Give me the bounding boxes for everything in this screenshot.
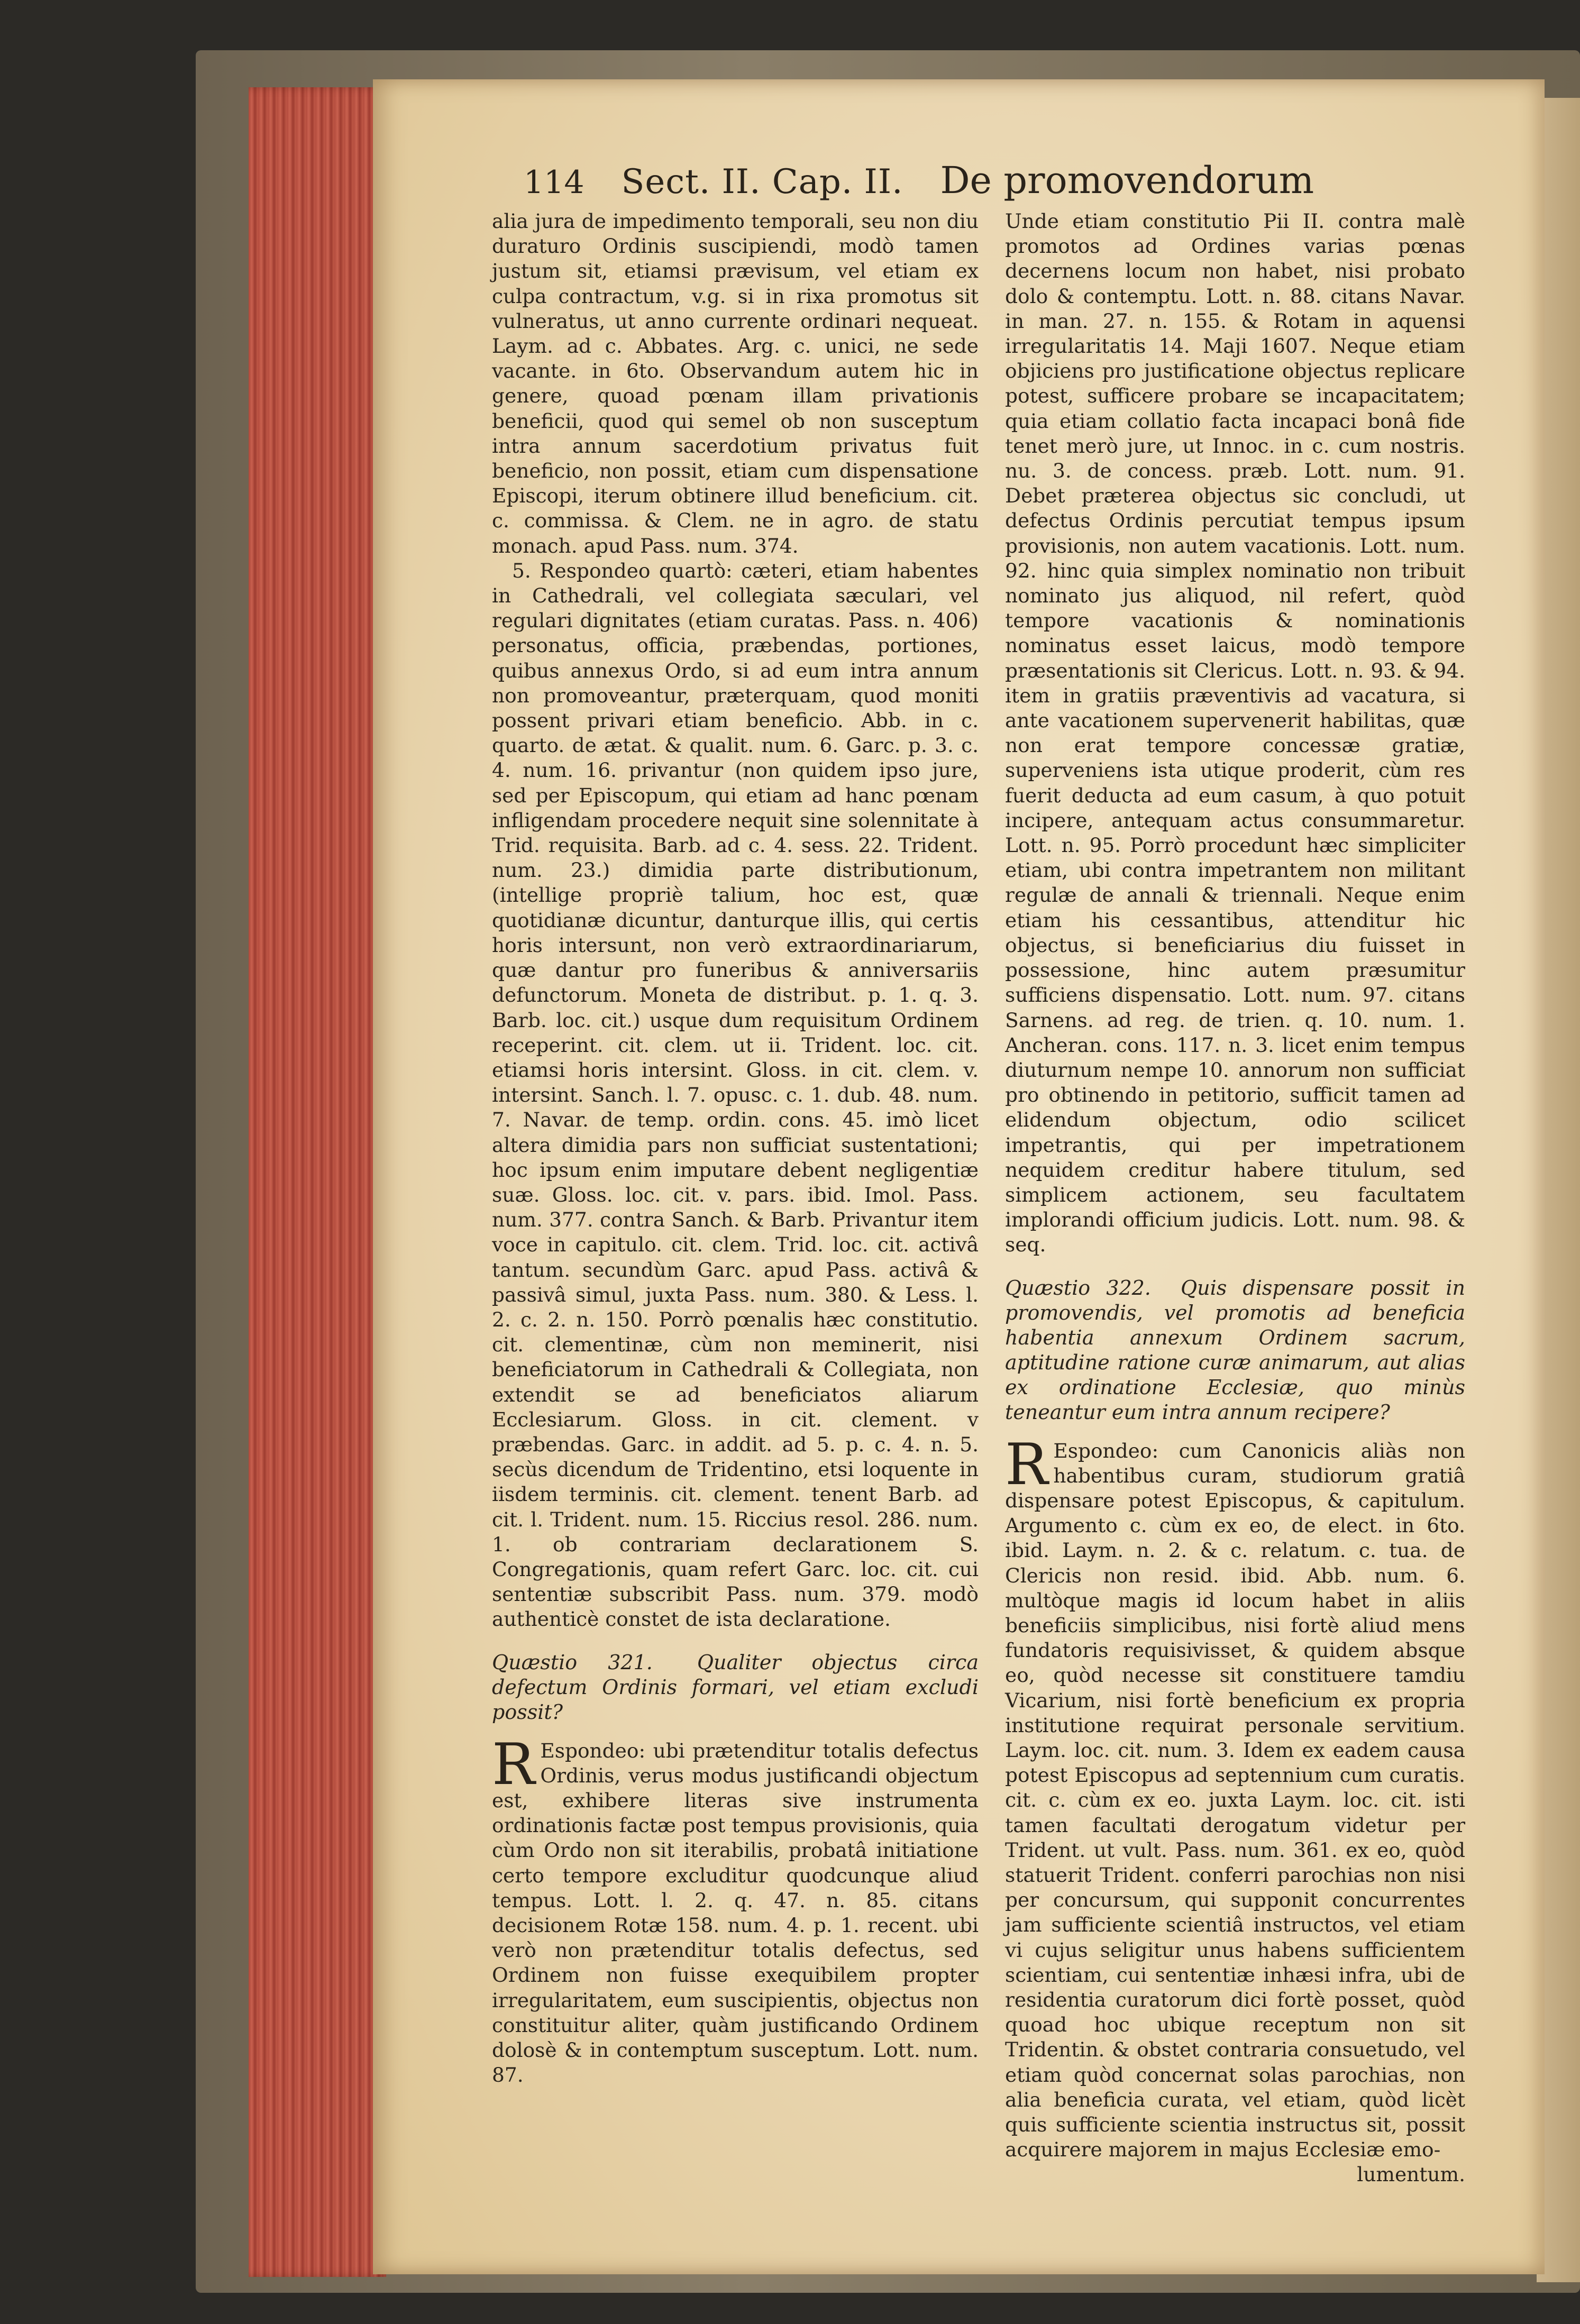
catchword: lumentum. <box>1357 2163 1465 2186</box>
question-321-number: Quæstio 321. <box>492 1650 653 1674</box>
section-heading: Sect. II. Cap. II. <box>621 162 903 202</box>
question-322 <box>1005 1276 1465 1425</box>
right-paragraph-2: REspondeo: cum Canonicis aliàs non habentibus curam, studiorum gratiâ dispensare potest Episcopus, & capitulum. Argumento c. cùm ex eo, de elect. in 6to. ibid. Laym. n. 2. & c. relatum. c. tua. de Clericis non resid. ibid. Abb. num. 6. multòque magis id locum habet in aliis beneficiis simplicibus, nisi fortè aliud mens fundatoris requisivisset, & quidem absque eo, quòd necesse sit constituere tamdiu Vicarium, nisi fortè beneficium ex propria institutione requirat personale servitium. Laym. loc. cit. num. 3. Idem ex eadem causa potest Episcopus ad septennium cum curatis. cit. c. cùm ex eo. juxta Laym. loc. cit. isti tamen facultati derogatum videtur per Trident. ut vult. Pass. num. 361. ex eo, quòd statuerit Trident. conferri parochias non nisi per concursum, qui supponit concurrentes jam sufficiente scientiâ instructos, vel etiam vi cujus seligitur unus habens sufficientem scientiam, cui sententiæ inhæsi infra, ubi de residentia curatorum dici fortè posset, quòd quoad hoc ubique receptum non sit Tridentin. & obstet contraria consuetudo, vel etiam quòd concernat solas parochias, non alia beneficia curata, vel etiam, quòd licèt quis sufficiente scientia instructus sit, possit acquirere majorem in majus Ecclesiæ emo- <box>1005 1431 1465 2162</box>
running-title: De promovendorum <box>940 159 1314 202</box>
running-header <box>524 159 1328 212</box>
left-paragraph-1: alia jura de impedimento temporali, seu non diu duraturo Ordinis suscipiendi, modò tamen justum sit, etiamsi prævisum, vel etiam ex culpa contractum, v.g. si in rixa promotus sit vulneratus, ut anno currente ordinari nequeat. Laym. ad c. Abbates. Arg. c. unici, ne sede vacante. in 6to. Observandum autem hic in genere, quoad pœnam illam privationis beneficii, quod qui semel ob non susceptum intra annum sacerdotium privatus fuit beneficio, non possit, etiam cum dispensatione Episcopi, iterum obtinere illud beneficium. cit. c. commissa. & Clem. ne in agro. de statu monach. apud Pass. num. 374. <box>492 209 979 557</box>
question-321-text: Qualiter objectus circa defectum Ordinis formari, vel etiam excludi possit? <box>492 1650 979 1724</box>
right-column <box>1005 209 1465 2188</box>
question-322-text: Quis dispensare possit in promovendis, vel promotis ad beneficia habentia annexum Ordinem sacrum, aptitudine ratione curæ animarum, aut alias ex ordinatione Ecclesiæ, quo minùs teneantur eum intra annum recipere? <box>1005 1276 1465 1424</box>
left-paragraph-3: REspondeo: ubi prætenditur totalis defectus Ordinis, verus modus justificandi objectum est, exhibere literas sive instrumenta ordinationis factæ post tempus provisionis, quia cùm Ordo non sit iterabilis, probatâ initiatione certo tempore excluditur quodcunque aliud tempus. Lott. l. 2. q. 47. n. 85. citans decisionem Rotæ 158. num. 4. p. 1. recent. ubi verò non prætenditur totalis defectus, sed Ordinem non fuisse exequibilem propter irregularitatem, eum suscipientis, objectus non constituitur aliter, quàm justificando Ordinem dolosè & in contemptum susceptum. Lott. num. 87. <box>492 1731 979 2087</box>
right-paragraph-1: Unde etiam constitutio Pii II. contra malè promotos ad Ordines varias pœnas decernens locum non habet, nisi probato dolo & contemptu. Lott. n. 88. citans Navar. in man. 27. n. 155. & Rotam in aquensi irregularitatis 14. Maji 1607. Neque etiam objiciens pro justificatione objectus replicare potest, sufficere probare se incapacitatem; quia etiam collatio facta incapaci bonâ fide tenet merò jure, ut Innoc. in c. cum nostris. nu. 3. de concess. præb. Lott. num. 91. Debet præterea objectus sic concludi, ut defectus Ordinis percutiat tempus ipsum provisionis, non autem vacationis. Lott. num. 92. hinc quia simplex nominatio non tribuit nominato jus aliquod, nil refert, quòd tempore vacationis & nominationis nominatus esset laicus, modò tempore præsentationis sit Clericus. Lott. n. 93. & 94. item in gratiis præventivis ad vacatura, si ante vacationem supervenerit habilitas, quæ non erat tempore concessæ gratiæ, superveniens ista utique proderit, cùm res fuerit deducta ad eum casum, à quo potuit incipere, antequam actus consummaretur. Lott. n. 95. Porrò procedunt hæc simpliciter etiam, ubi contra impetrantem non militant regulæ de annali & triennali. Neque enim etiam his cessantibus, attenditur hic objectus, si beneficiarius diu fuisset in possessione, hinc autem præsumitur sufficiens dispensatio. Lott. num. 97. citans Sarnens. ad reg. de trien. q. 10. num. 1. Ancheran. cons. 117. n. 3. licet enim tempus diuturnum nempe 10. annorum non sufficiat pro obtinendo in petitorio, sufficit tamen ad elidendum objectum, odio scilicet impetrantis, qui per impetrationem nequidem creditur habere titulum, sed simplicem actionem, seu facultatem implorandi officium judicis. Lott. num. 98. & seq. <box>1005 209 1465 1257</box>
page-edges-red <box>249 87 386 2277</box>
page-number: 114 <box>524 164 584 201</box>
left-paragraph-2: 5. Respondeo quartò: cæteri, etiam habentes in Cathedrali, vel collegiata sæculari, vel regulari dignitates (etiam curatas. Pass. n. 406) personatus, officia, præbendas, portiones, quibus annexus Ordo, si ad eum intra annum non promoveantur, præterquam, quod moniti possent privari etiam beneficio. Abb. in c. quarto. de ætat. & qualit. num. 6. Garc. p. 3. c. 4. num. 16. privantur (non quidem ipso jure, sed per Episcopum, qui etiam ad hanc pœnam infligendam procedere nequit sine solennitate à Trid. requisita. Barb. ad c. 4. sess. 22. Trident. num. 23.) dimidia parte distributionum, (intellige propriè talium, hoc est, quæ quotidianæ dicuntur, danturque illis, qui certis horis intersunt, non verò extraordinariarum, quæ dantur pro funeribus & anniversariis defunctorum. Moneta de distribut. p. 1. q. 3. Barb. loc. cit.) usque dum requisitum Ordinem receperint. cit. clem. ut ii. Trident. loc. cit. etiamsi horis intersint. Gloss. in cit. clem. v. intersint. Sanch. l. 7. opusc. c. 1. dub. 48. num. 7. Navar. de temp. ordin. cons. 45. imò licet altera dimidia pars non sufficiat sustentationi; hoc ipsum enim imputare debent negligentiæ suæ. Gloss. loc. cit. v. pars. ibid. Imol. Pass. num. 377. contra Sanch. & Barb. Privantur item voce in capitulo. cit. clem. Trid. loc. cit. activâ tantum. secundùm Garc. apud Pass. activâ & passivâ simul, juxta Pass. num. 380. & Less. l. 2. c. 2. n. 150. Porrò pœnalis hæc constitutio. cit. clementinæ, cùm non meminerit, nisi beneficiatorum in Cathedrali & Collegiata, non extendit se ad beneficiatos aliarum Ecclesiarum. Gloss. in cit. clement. v præbendas. Garc. in addit. ad 5. p. c. 4. n. 5. secùs dicendum de Tridentino, etsi loquente in iisdem terminis. cit. clement. tenent Barb. ad cit. l. Trident. num. 15. Riccius resol. 286. num. 1. ob contrariam declarationem S. Congregationis, quam refert Garc. loc. cit. cui sententiæ subscribit Pass. num. 379. modò authenticè constet de ista declaratione. <box>492 559 979 1631</box>
question-322-number: Quæstio 322. <box>1005 1276 1151 1300</box>
question-321 <box>492 1650 979 1725</box>
left-column <box>492 209 979 2088</box>
